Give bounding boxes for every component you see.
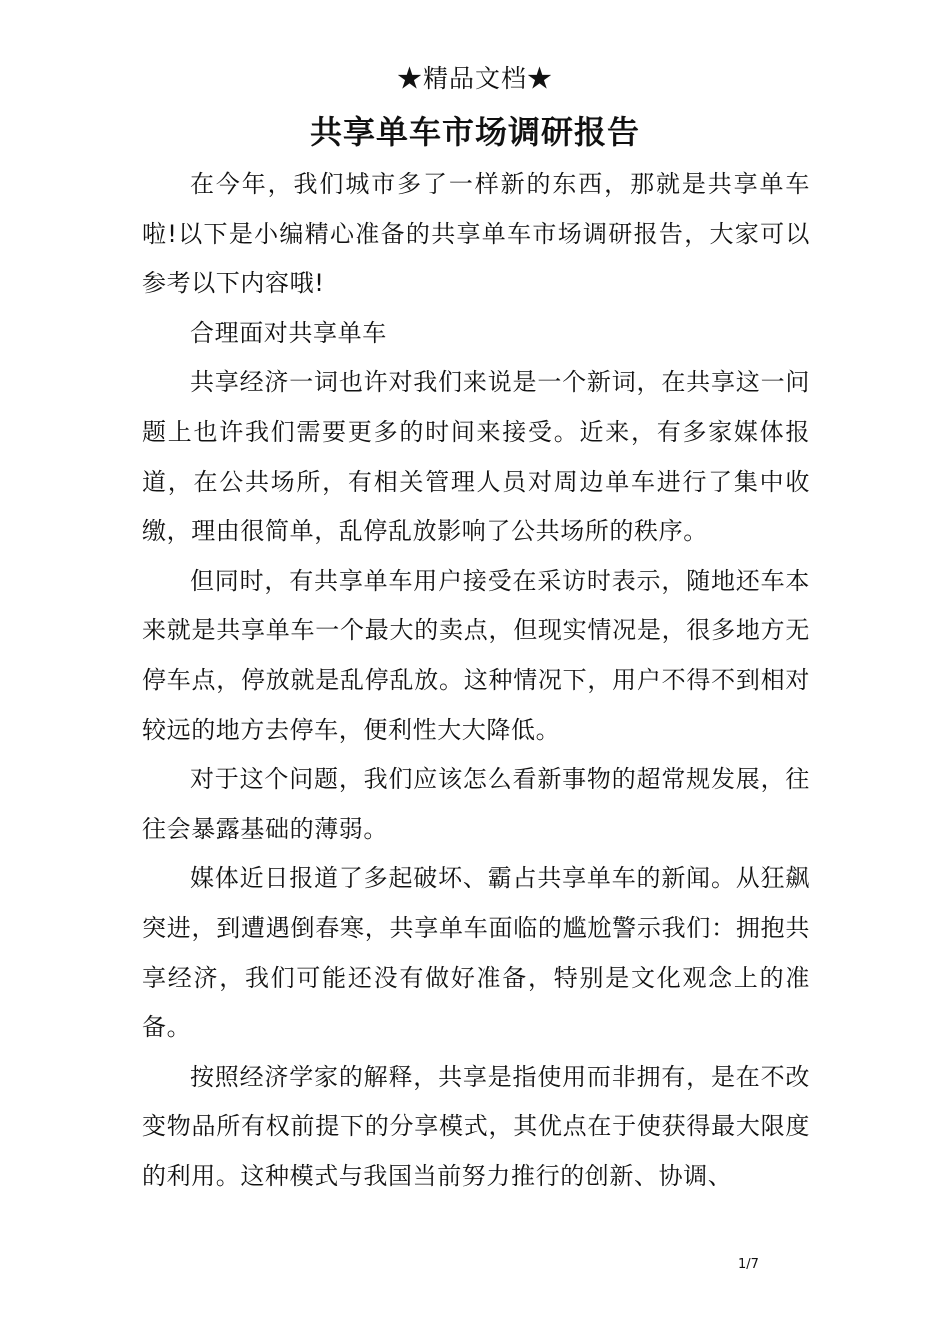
body-paragraph: 媒体近日报道了多起破坏、霸占共享单车的新闻。从狂飙突进，到遭遇倒春寒，共享单车面临的尴尬警示我们：拥抱共享经济，我们可能还没有做好准备，特别是文化观念上的准备。 [142,864,810,1042]
section-heading: 合理面对共享单车 [190,318,387,347]
body-paragraph: 共享经济一词也许对我们来说是一个新词，在共享这一问题上也许我们需要更多的时间来接受。近来，有多家媒体报道，在公共场所，有相关管理人员对周边单车进行了集中收缴，理由很简单，乱停乱放影响了公共场所的秩序。 [142,368,810,546]
body-paragraph: 但同时，有共享单车用户接受在采访时表示，随地还车本来就是共享单车一个最大的卖点，但现实情况是，很多地方无停车点，停放就是乱停乱放。这种情况下，用户不得不到相对较远的地方去停车，便利性大大降低。 [142,566,810,744]
page-number: 1/7 [738,1257,759,1272]
body-paragraph: 在今年，我们城市多了一样新的东西，那就是共享单车啦!以下是小编精心准备的共享单车市场调研报告，大家可以参考以下内容哦! [142,170,810,298]
document-title: 共享单车市场调研报告 [309,113,640,151]
document-body [142,160,810,1201]
body-paragraph: 对于这个问题，我们应该怎么看新事物的超常规发展，往往会暴露基础的薄弱。 [142,765,810,843]
document-header-mark: ★精品文档★ [396,64,553,93]
body-paragraph: 按照经济学家的解释，共享是指使用而非拥有，是在不改变物品所有权前提下的分享模式，其优点在于使获得最大限度的利用。这种模式与我国当前努力推行的创新、协调、 [142,1062,810,1190]
